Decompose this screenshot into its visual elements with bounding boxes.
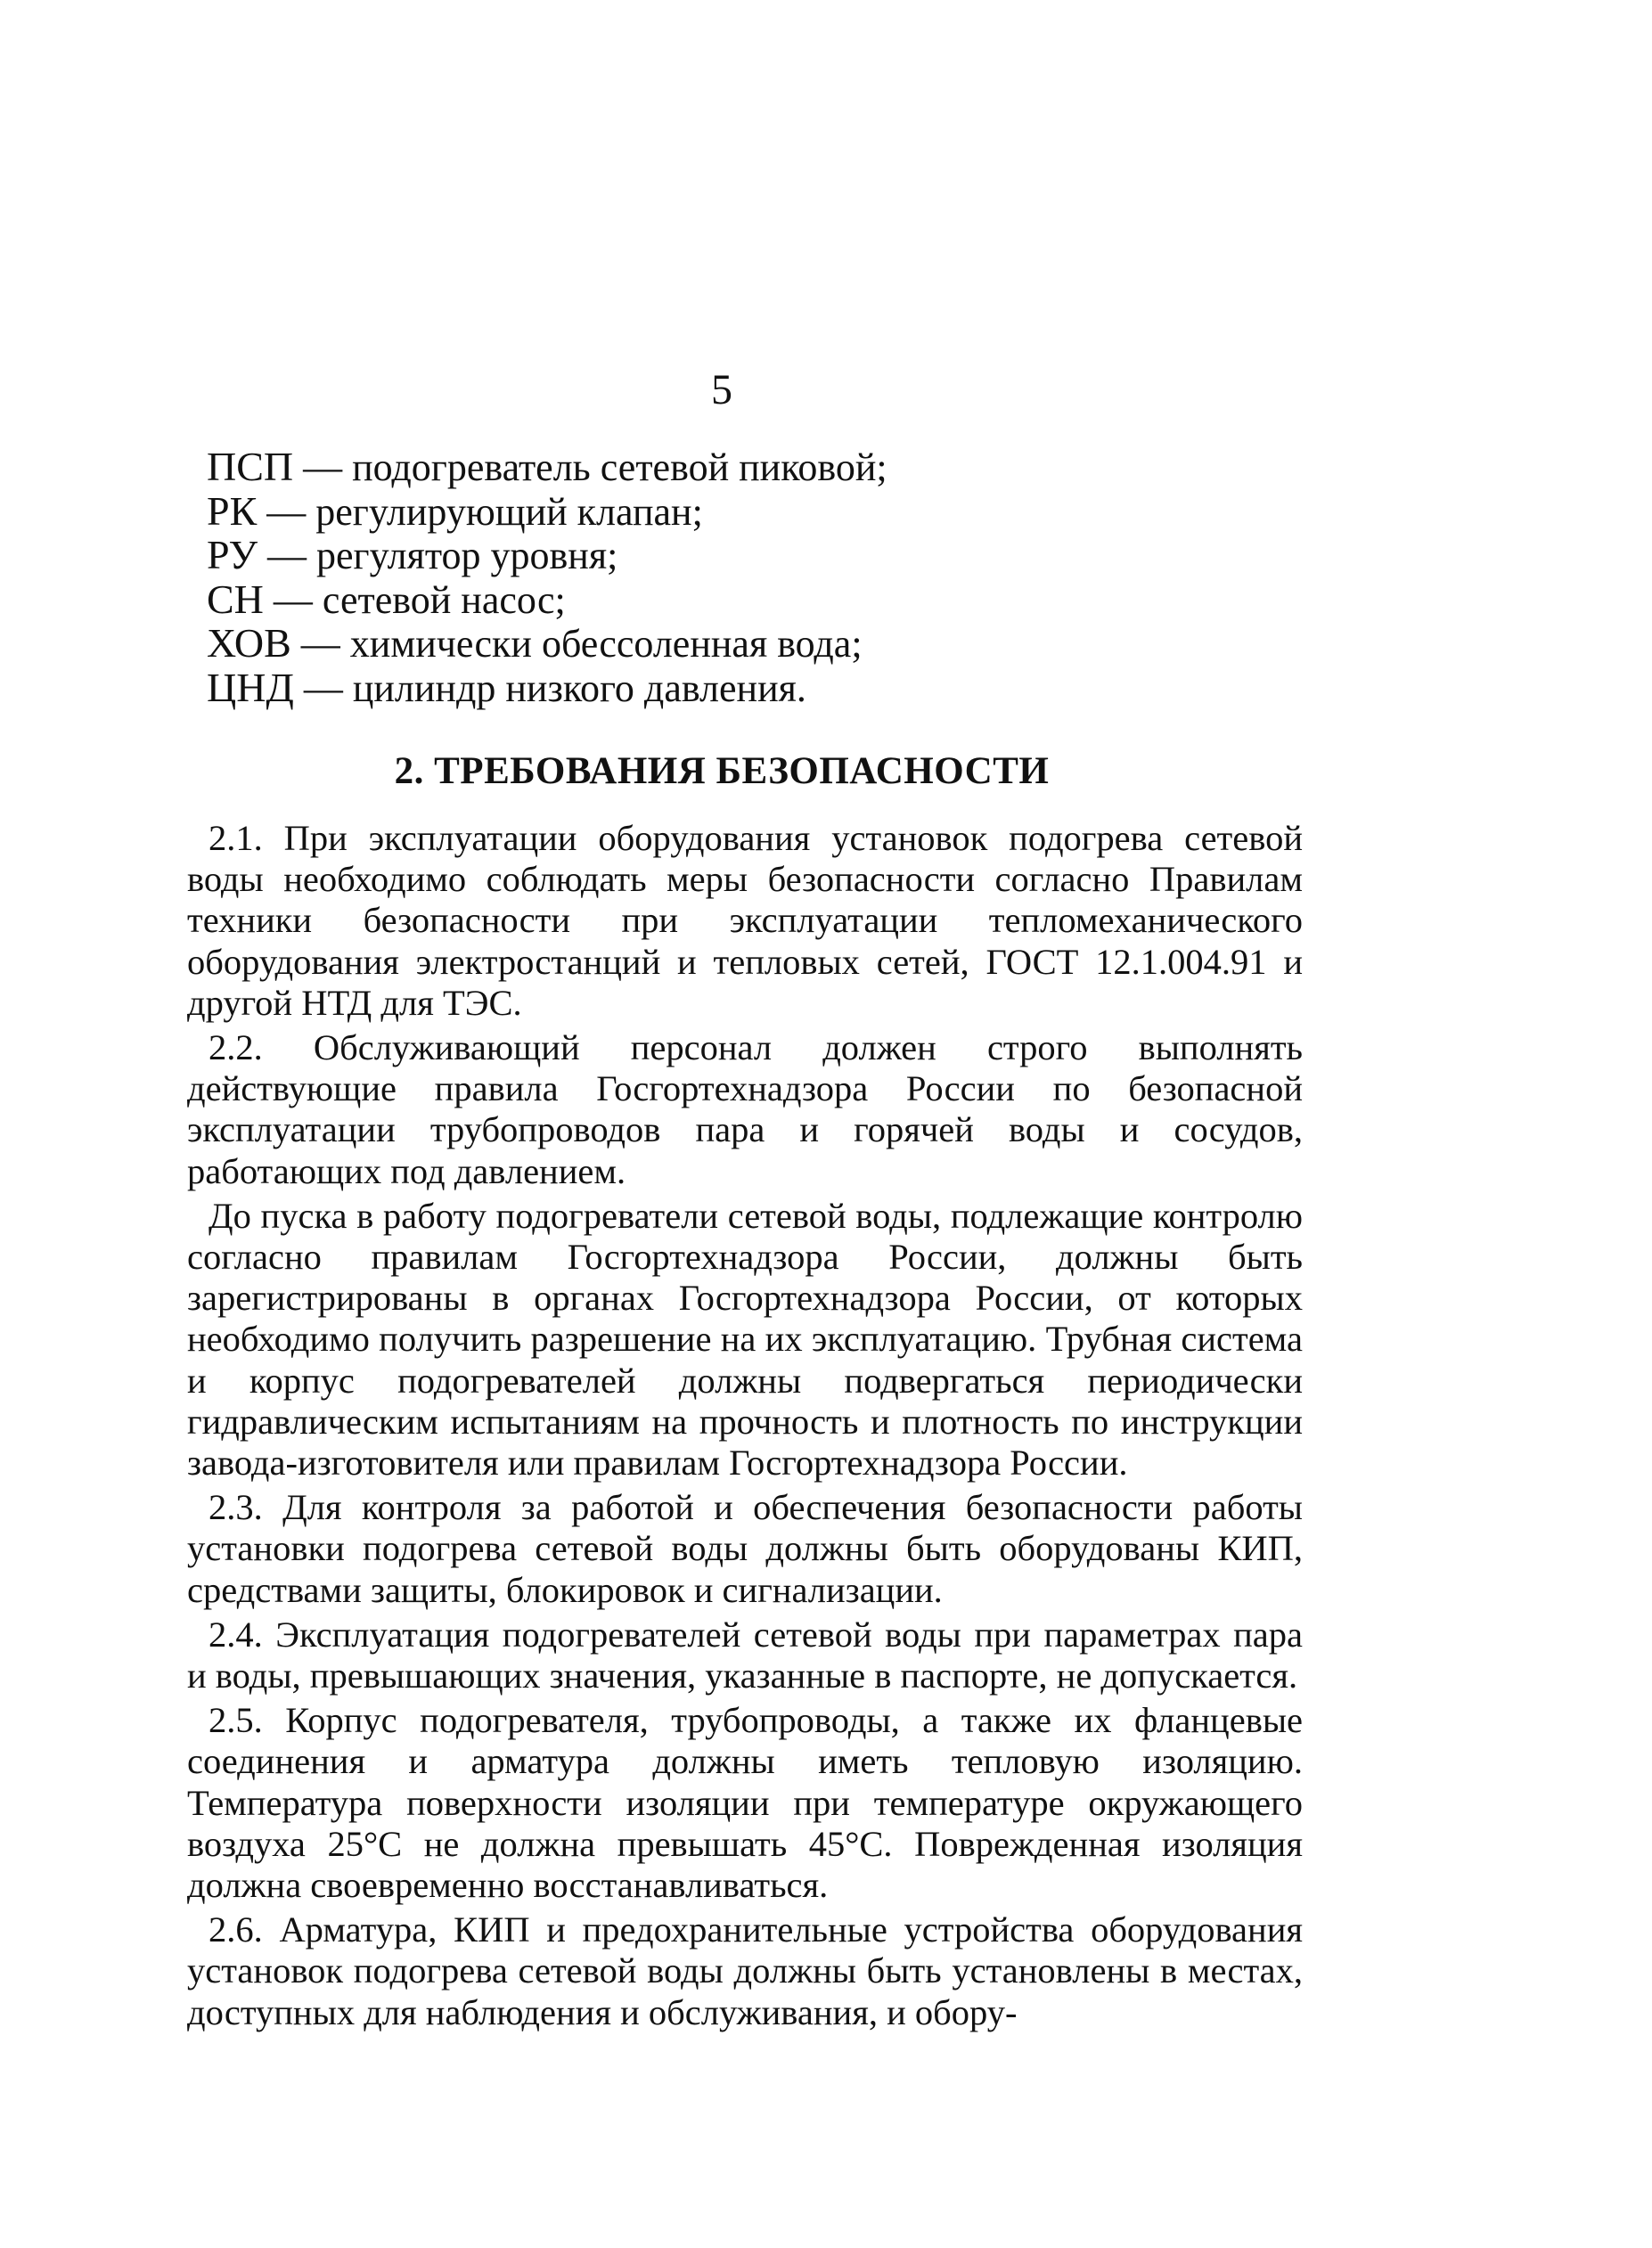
- body-text: [187, 818, 1303, 2037]
- abbreviation-item: [207, 487, 1365, 535]
- abbreviation-item: [207, 446, 1365, 490]
- abbreviation-definition: — сетевой насос;: [273, 577, 566, 622]
- abbreviation-definition: — регулятор уровня;: [267, 534, 618, 577]
- section-heading: 2. ТРЕБОВАНИЯ БЕЗОПАСНОСТИ: [394, 750, 1050, 792]
- abbreviation-definition: — химически обессоленная вода;: [300, 622, 863, 666]
- paragraph: 2.4. Эксплуатация подогревателей сетевой воды при параметрах пара и воды, превышающих значения, указанные в паспорте, не допускается.: [187, 1614, 1303, 1696]
- abbreviation-term: ЦНД: [207, 664, 294, 710]
- abbreviation-term: СН: [207, 576, 264, 622]
- abbreviation-definition: — цилиндр низкого давления.: [303, 666, 806, 710]
- abbreviation-term: ХОВ: [207, 620, 291, 666]
- abbreviation-definition: — подогреватель сетевой пиковой;: [303, 446, 887, 489]
- paragraph: 2.5. Корпус подогревателя, трубопроводы, а также их фланцевые соединения и арматура должны иметь тепловую изоляцию. Температура поверхности изоляции при температуре окружающего воздуха 25°С не должна превышать 45°С. Поврежденная изоляция должна своевременно восстанавливаться.: [187, 1700, 1303, 1906]
- abbreviation-item: [207, 534, 1365, 578]
- abbreviation-item: [207, 578, 1365, 623]
- abbreviation-term: РК: [207, 487, 258, 534]
- abbreviation-item: [207, 666, 1365, 711]
- paragraph: 2.1. При эксплуатации оборудования установок подогрева сетевой воды необходимо соблюдать меры безопасности согласно Правилам техники безопасности при эксплуатации тепломеханического оборудования электростанций и тепловых сетей, ГОСТ 12.1.004.91 и другой НТД для ТЭС.: [187, 818, 1303, 1023]
- page-number: 5: [711, 366, 732, 413]
- abbreviation-list: [207, 446, 1365, 710]
- paragraph: 2.3. Для контроля за работой и обеспечения безопасности работы установки подогрева сетевой воды должны быть оборудованы КИП, средствами защиты, блокировок и сигнализации.: [187, 1487, 1303, 1610]
- paragraph: До пуска в работу подогреватели сетевой воды, подлежащие контролю согласно правилам Госгортехнадзора России, должны быть зарегистрированы в органах Госгортехнадзора России, от которых необходимо получить разрешение на их эксплуатацию. Трубная система и корпус подогревателей должны подвергаться периодически гидравлическим испытаниям на прочность и плотность по инструкции завода-изготовителя или правилам Госгортехнадзора России.: [187, 1195, 1303, 1484]
- abbreviation-definition: — регулирующий клапан;: [266, 489, 703, 534]
- abbreviation-item: [207, 622, 1365, 666]
- paragraph: 2.6. Арматура, КИП и предохранительные устройства оборудования установок подогрева сетевой воды должны быть установлены в местах, доступных для наблюдения и обслуживания, и обору-: [187, 1909, 1303, 2032]
- abbreviation-term: РУ: [207, 532, 258, 577]
- paragraph: 2.2. Обслуживающий персонал должен строго выполнять действующие правила Госгортехнадзора России по безопасной эксплуатации трубопроводов пара и горячей воды и сосудов, работающих под давлением.: [187, 1027, 1303, 1191]
- abbreviation-term: ПСП: [207, 444, 294, 489]
